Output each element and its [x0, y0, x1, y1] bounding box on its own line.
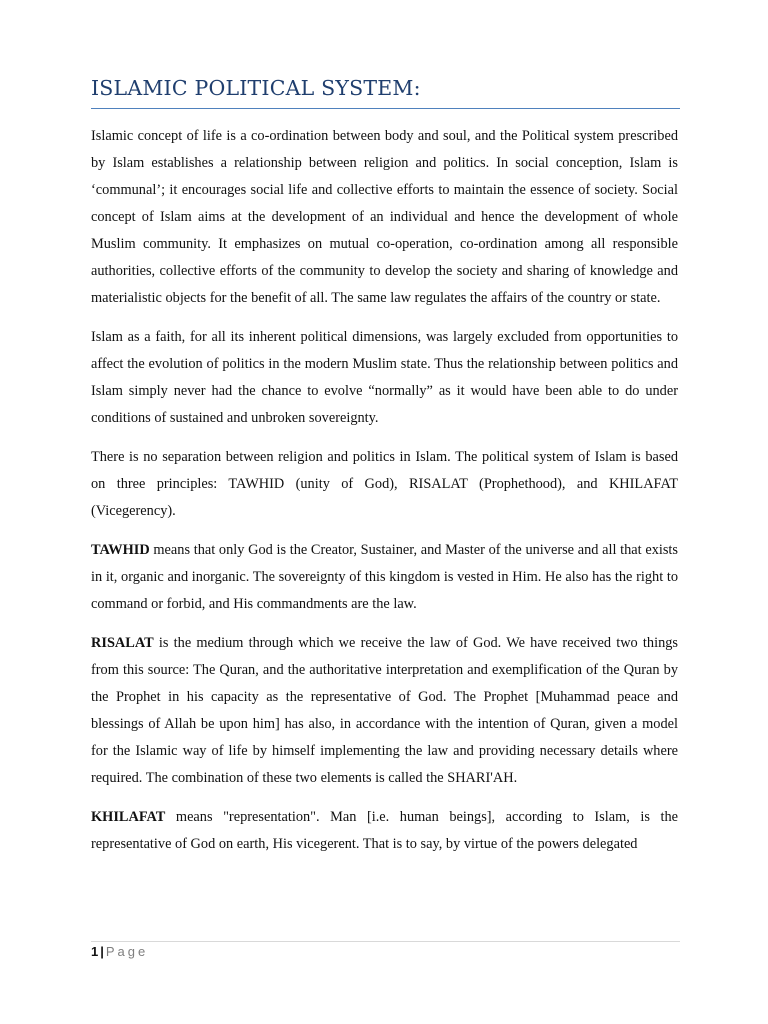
- term-tawhid: TAWHID: [91, 542, 150, 558]
- page-footer: [91, 944, 148, 959]
- document-body: [91, 123, 678, 870]
- paragraph-text: means that only God is the Creator, Sustainer, and Master of the universe and all that exists in it, organic and inorganic. The sovereignty of this kingdom is vested in Him. He also has the right to command or forbid, and His commandments are the law.: [91, 542, 678, 612]
- paragraph-text: is the medium through which we receive the law of God. We have received two things from this source: The Quran, and the authoritative interpretation and exemplification of the Quran by the Prophet in his capacity as the representative of God. The Prophet [Muhammad peace and blessings of Allah be upon him] has also, in accordance with the intention of Quran, given a model for the Islamic way of life by himself implementing the law and providing necessary details where required. The combination of these two elements is called the SHARI'AH.: [91, 635, 678, 786]
- term-risalat: RISALAT: [91, 635, 154, 651]
- paragraph: [91, 123, 678, 312]
- paragraph: [91, 537, 678, 618]
- paragraph-text: means "representation". Man [i.e. human beings], according to Islam, is the representative of God on earth, His vicegerent. That is to say, by virtue of the powers delegated: [91, 809, 678, 852]
- footer-separator: |: [100, 944, 104, 959]
- paragraph: [91, 804, 678, 858]
- footer-divider: [91, 941, 680, 942]
- page-title: ISLAMIC POLITICAL SYSTEM:: [91, 76, 421, 100]
- paragraph-text: Islamic concept of life is a co-ordination between body and soul, and the Political system prescribed by Islam establishes a relationship between religion and politics. In social conception, Islam is ‘communal’; it encourages social life and collective efforts to maintain the essence of society. Social concept of Islam aims at the development of an individual and hence the development of whole Muslim community. It emphasizes on mutual co-operation, co-ordination among all responsible authorities, collective efforts of the community to develop the society and sharing of knowledge and materialistic objects for the benefit of all. The same law regulates the affairs of the country or state.: [91, 128, 678, 306]
- page-label: Page: [105, 944, 149, 959]
- paragraph-text: Islam as a faith, for all its inherent political dimensions, was largely excluded from opportunities to affect the evolution of politics in the modern Muslim state. Thus the relationship between politics and Islam simply never had the chance to evolve “normally” as it would have been able to do under conditions of sustained and unbroken sovereignty.: [91, 329, 678, 426]
- term-khilafat: KHILAFAT: [91, 809, 166, 825]
- title-underline: [91, 108, 680, 109]
- paragraph: [91, 630, 678, 792]
- paragraph: [91, 444, 678, 525]
- page-number: 1: [91, 944, 99, 959]
- paragraph: [91, 324, 678, 432]
- paragraph-text: There is no separation between religion and politics in Islam. The political system of Islam is based on three principles: TAWHID (unity of God), RISALAT (Prophethood), and KHILAFAT (Vicegerency).: [91, 449, 678, 519]
